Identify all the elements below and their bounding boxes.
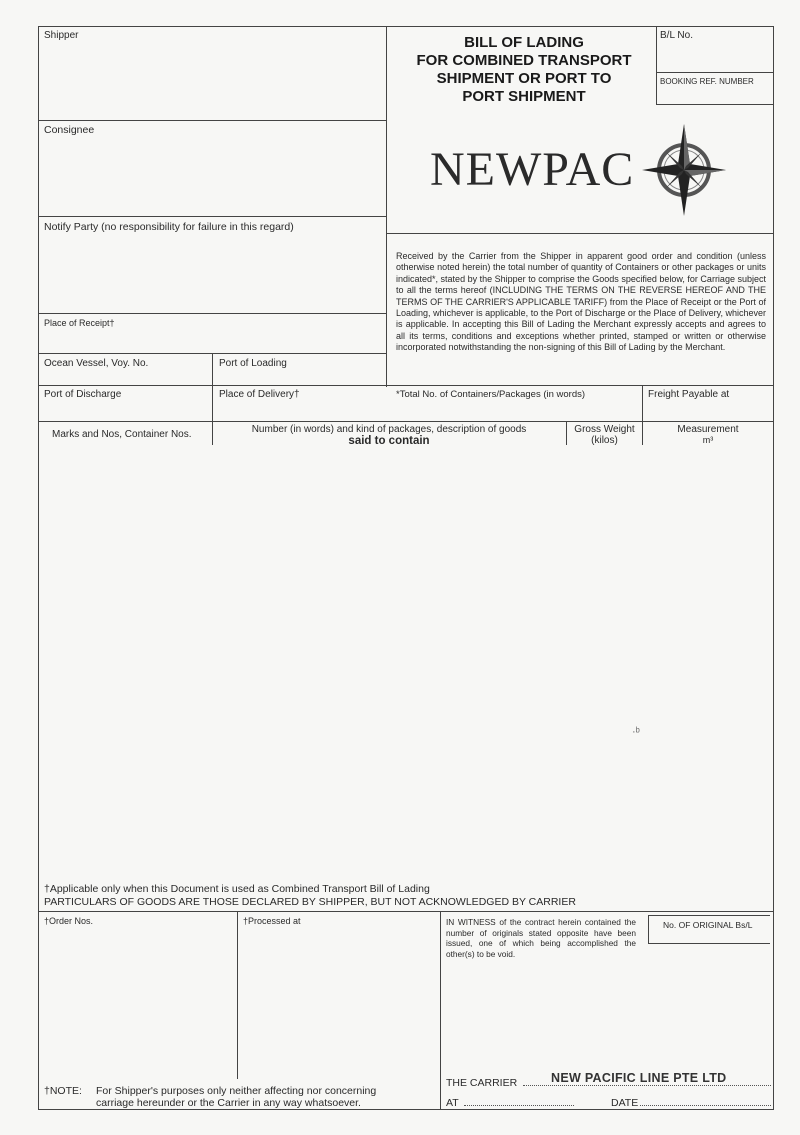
processed-at-label: †Processed at — [243, 916, 301, 926]
witness-text: IN WITNESS of the contract herein contained the number of originals stated opposite have been issued, one of which being accomplished the other(s) to be void. — [446, 917, 636, 959]
particulars-footnote: PARTICULARS OF GOODS ARE THOSE DECLARED BY SHIPPER, BUT NOT ACKNOWLEDGED BY CARRIER — [44, 896, 576, 908]
witness-divider — [440, 911, 441, 1109]
ocean-vessel-label: Ocean Vessel, Voy. No. — [44, 358, 149, 369]
title-line-4: PORT SHIPMENT — [462, 88, 586, 105]
shipper-bottom — [38, 120, 386, 121]
note-line-1: For Shipper's purposes only neither affecting nor concerning — [96, 1085, 377, 1097]
total-containers-label: *Total No. of Containers/Packages (in words) — [396, 389, 586, 400]
carrier-terms-text: Received by the Carrier from the Shipper in apparent good order and condition (unless otherwise noted herein) the total number of quantity of Containers or other packages or units indicated*, stated by the Shipper to comprise the Goods specified below, for Carriage subject to all the terms hereof (INCLUDING THE TERMS ON THE REVERSE HEREOF AND THE TERMS OF THE CARRIER'S APPLICABLE TARIFF) from the Place of Receipt or the Port of Loading, whichever is applicable, to the Port of Discharge or the Place of Delivery, whichever is applicable. In accepting this Bill of Lading the Merchant expressly accepts and agrees to all its terms, conditions and exceptions whether printed, stamped or written or otherwise incorporated notwithstanding the non-signing of this Bill of Lading by the Merchant. — [396, 251, 766, 353]
place-of-delivery-label: Place of Delivery† — [219, 389, 300, 400]
applicable-footnote: †Applicable only when this Document is used as Combined Transport Bill of Lading — [44, 883, 430, 895]
divider-bl-box — [656, 26, 657, 104]
title-line-3: SHIPMENT OR PORT TO — [436, 70, 612, 87]
gross-weight-text: Gross Weight — [574, 424, 635, 435]
notify-party-label: Notify Party (no responsibility for failure in this regard) — [44, 221, 294, 233]
originals-box-top — [648, 915, 770, 916]
consignee-label: Consignee — [44, 124, 95, 136]
measurement-text: Measurement — [677, 424, 739, 435]
m3-text: m³ — [702, 435, 714, 445]
measurement-label — [643, 424, 773, 445]
frame-right — [773, 26, 774, 1109]
order-nos-label: †Order Nos. — [44, 916, 94, 926]
bl-box-bottom — [656, 104, 773, 105]
originals-label: No. OF ORIGINAL Bs/L — [663, 920, 753, 930]
shipper-label: Shipper — [44, 30, 79, 41]
title-line-1: BILL OF LADING — [464, 34, 584, 51]
booking-ref-label: BOOKING REF. NUMBER — [660, 77, 754, 86]
date-dotted-line — [640, 1104, 771, 1106]
discharge-bottom — [38, 421, 773, 422]
port-of-discharge-label: Port of Discharge — [44, 389, 122, 400]
bottom-top-line — [38, 911, 773, 912]
frame-top — [38, 26, 774, 27]
freight-divider — [642, 385, 643, 421]
logo-wordmark: NEWPAC — [430, 143, 635, 196]
scan-mark: ·ᵇ — [632, 726, 640, 738]
the-carrier-label: THE CARRIER — [446, 1077, 518, 1089]
gross-weight-label — [567, 424, 642, 446]
description-text: Number (in words) and kind of packages, description of goods — [251, 424, 527, 435]
compass-rose-icon — [642, 124, 726, 216]
frame-left — [38, 26, 39, 1109]
kilos-text: (kilos) — [591, 435, 618, 446]
document-title — [392, 34, 656, 106]
notify-bottom — [38, 313, 386, 314]
logo-box-bottom — [386, 233, 773, 234]
said-to-contain-text: said to contain — [348, 435, 430, 447]
frame-bottom — [38, 1109, 774, 1110]
divider-left-right — [386, 26, 387, 387]
title-line-2: FOR COMBINED TRANSPORT — [416, 52, 632, 69]
at-dotted-line — [464, 1104, 574, 1106]
bl-box-divider — [656, 72, 773, 73]
carrier-name: NEW PACIFIC LINE PTE LTD — [551, 1071, 727, 1085]
note-line-2: carriage hereunder or the Carrier in any way whatsoever. — [96, 1097, 361, 1109]
order-divider — [237, 911, 238, 1079]
vessel-bottom — [38, 385, 773, 386]
goods-col-marks — [212, 421, 213, 445]
place-of-receipt-label: Place of Receipt† — [44, 318, 115, 328]
at-label: AT — [446, 1097, 459, 1109]
marks-nos-label: Marks and Nos, Container Nos. — [52, 429, 192, 440]
bl-no-label: B/L No. — [660, 30, 693, 41]
goods-description-label — [214, 424, 564, 447]
freight-payable-label: Freight Payable at — [648, 389, 730, 400]
vessel-divider — [212, 353, 213, 421]
newpac-logo — [430, 124, 730, 216]
date-label: DATE — [611, 1097, 639, 1109]
consignee-bottom — [38, 216, 386, 217]
note-label: †NOTE: — [44, 1085, 82, 1097]
originals-box-left — [648, 915, 649, 943]
originals-box-bottom — [648, 943, 770, 944]
port-of-loading-label: Port of Loading — [219, 358, 287, 369]
